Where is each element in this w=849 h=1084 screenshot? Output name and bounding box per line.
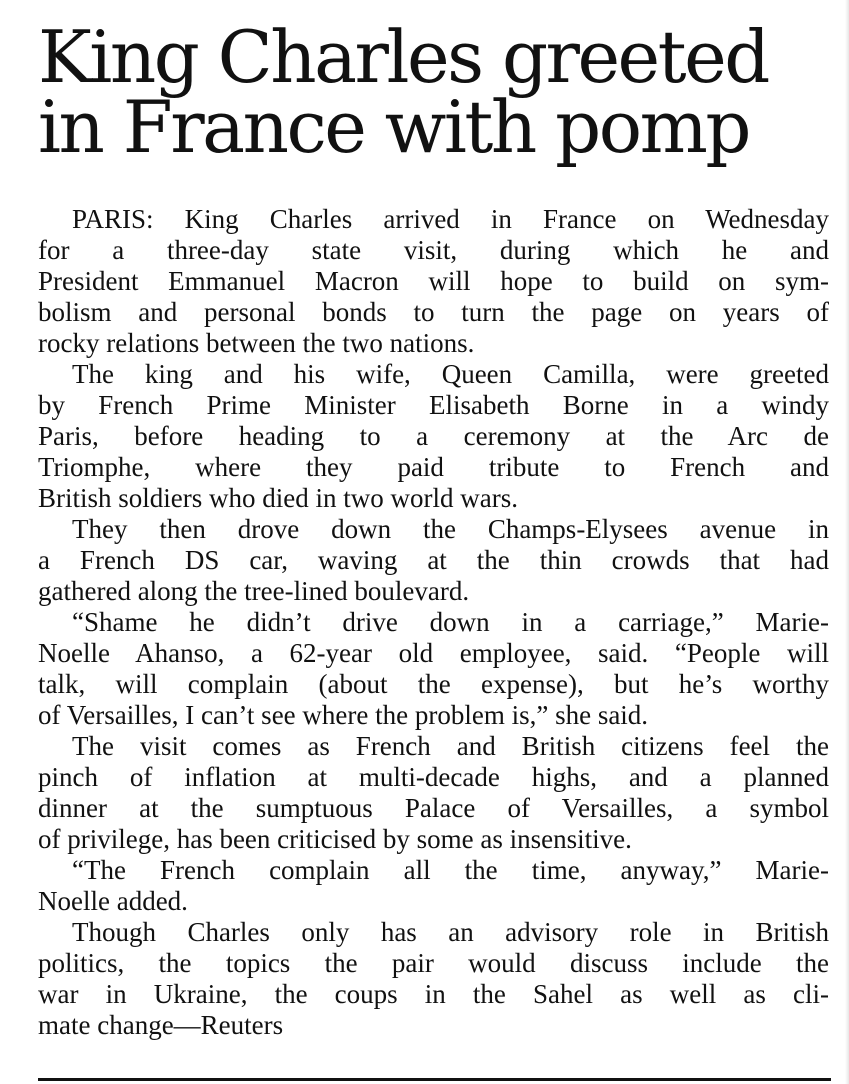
headline-line: in France with pomp	[38, 85, 749, 169]
text-line: The visit comes as French and British citizens feel the	[72, 731, 829, 761]
text-line: of Versailles, I can’t see where the problem is,” she said.	[38, 700, 649, 730]
paragraph	[38, 359, 829, 514]
text-line: “The French complain all the time, anyway,” Marie-	[72, 855, 829, 885]
text-line: President Emmanuel Macron will hope to build on sym-	[38, 266, 829, 296]
text-line: mate change—Reuters	[38, 1010, 284, 1040]
headline-line: King Charles greeted	[38, 15, 768, 99]
text-line: “Shame he didn’t drive down in a carriage,” Marie-	[72, 607, 829, 637]
bottom-rule	[38, 1078, 831, 1081]
paragraph	[38, 731, 829, 855]
paragraph	[38, 607, 829, 731]
text-line: bolism and personal bonds to turn the page on years of	[38, 297, 829, 327]
page-edge-shadow	[845, 0, 849, 1084]
news-article	[38, 0, 829, 1041]
headline	[38, 0, 829, 169]
text-line: Triomphe, where they paid tribute to French and	[38, 452, 829, 482]
text-line: war in Ukraine, the coups in the Sahel as well as cli-	[38, 979, 829, 1009]
article-body	[38, 204, 829, 1041]
paragraph	[38, 204, 829, 359]
text-line: pinch of inflation at multi-decade highs, and a planned	[38, 762, 829, 792]
text-line: gathered along the tree-lined boulevard.	[38, 576, 470, 606]
text-line: The king and his wife, Queen Camilla, were greeted	[72, 359, 829, 389]
text-line: Though Charles only has an advisory role in British	[72, 917, 829, 947]
paragraph	[38, 514, 829, 607]
paragraph	[38, 855, 829, 917]
paragraph	[38, 917, 829, 1041]
text-line: Noelle added.	[38, 886, 188, 916]
text-line: of privilege, has been criticised by some as insensitive.	[38, 824, 632, 854]
text-line: British soldiers who died in two world wars.	[38, 483, 518, 513]
text-line: rocky relations between the two nations.	[38, 328, 475, 358]
text-line: They then drove down the Champs-Elysees avenue in	[72, 514, 829, 544]
text-line: Paris, before heading to a ceremony at the Arc de	[38, 421, 829, 451]
text-line: politics, the topics the pair would discuss include the	[38, 948, 829, 978]
text-line: PARIS: King Charles arrived in France on Wednesday	[72, 204, 829, 234]
text-line: by French Prime Minister Elisabeth Borne in a windy	[38, 390, 829, 420]
text-line: dinner at the sumptuous Palace of Versailles, a symbol	[38, 793, 829, 823]
text-line: talk, will complain (about the expense), but he’s worthy	[38, 669, 829, 699]
text-line: for a three-day state visit, during which he and	[38, 235, 829, 265]
text-line: Noelle Ahanso, a 62-year old employee, said. “People will	[38, 638, 829, 668]
text-line: a French DS car, waving at the thin crowds that had	[38, 545, 829, 575]
